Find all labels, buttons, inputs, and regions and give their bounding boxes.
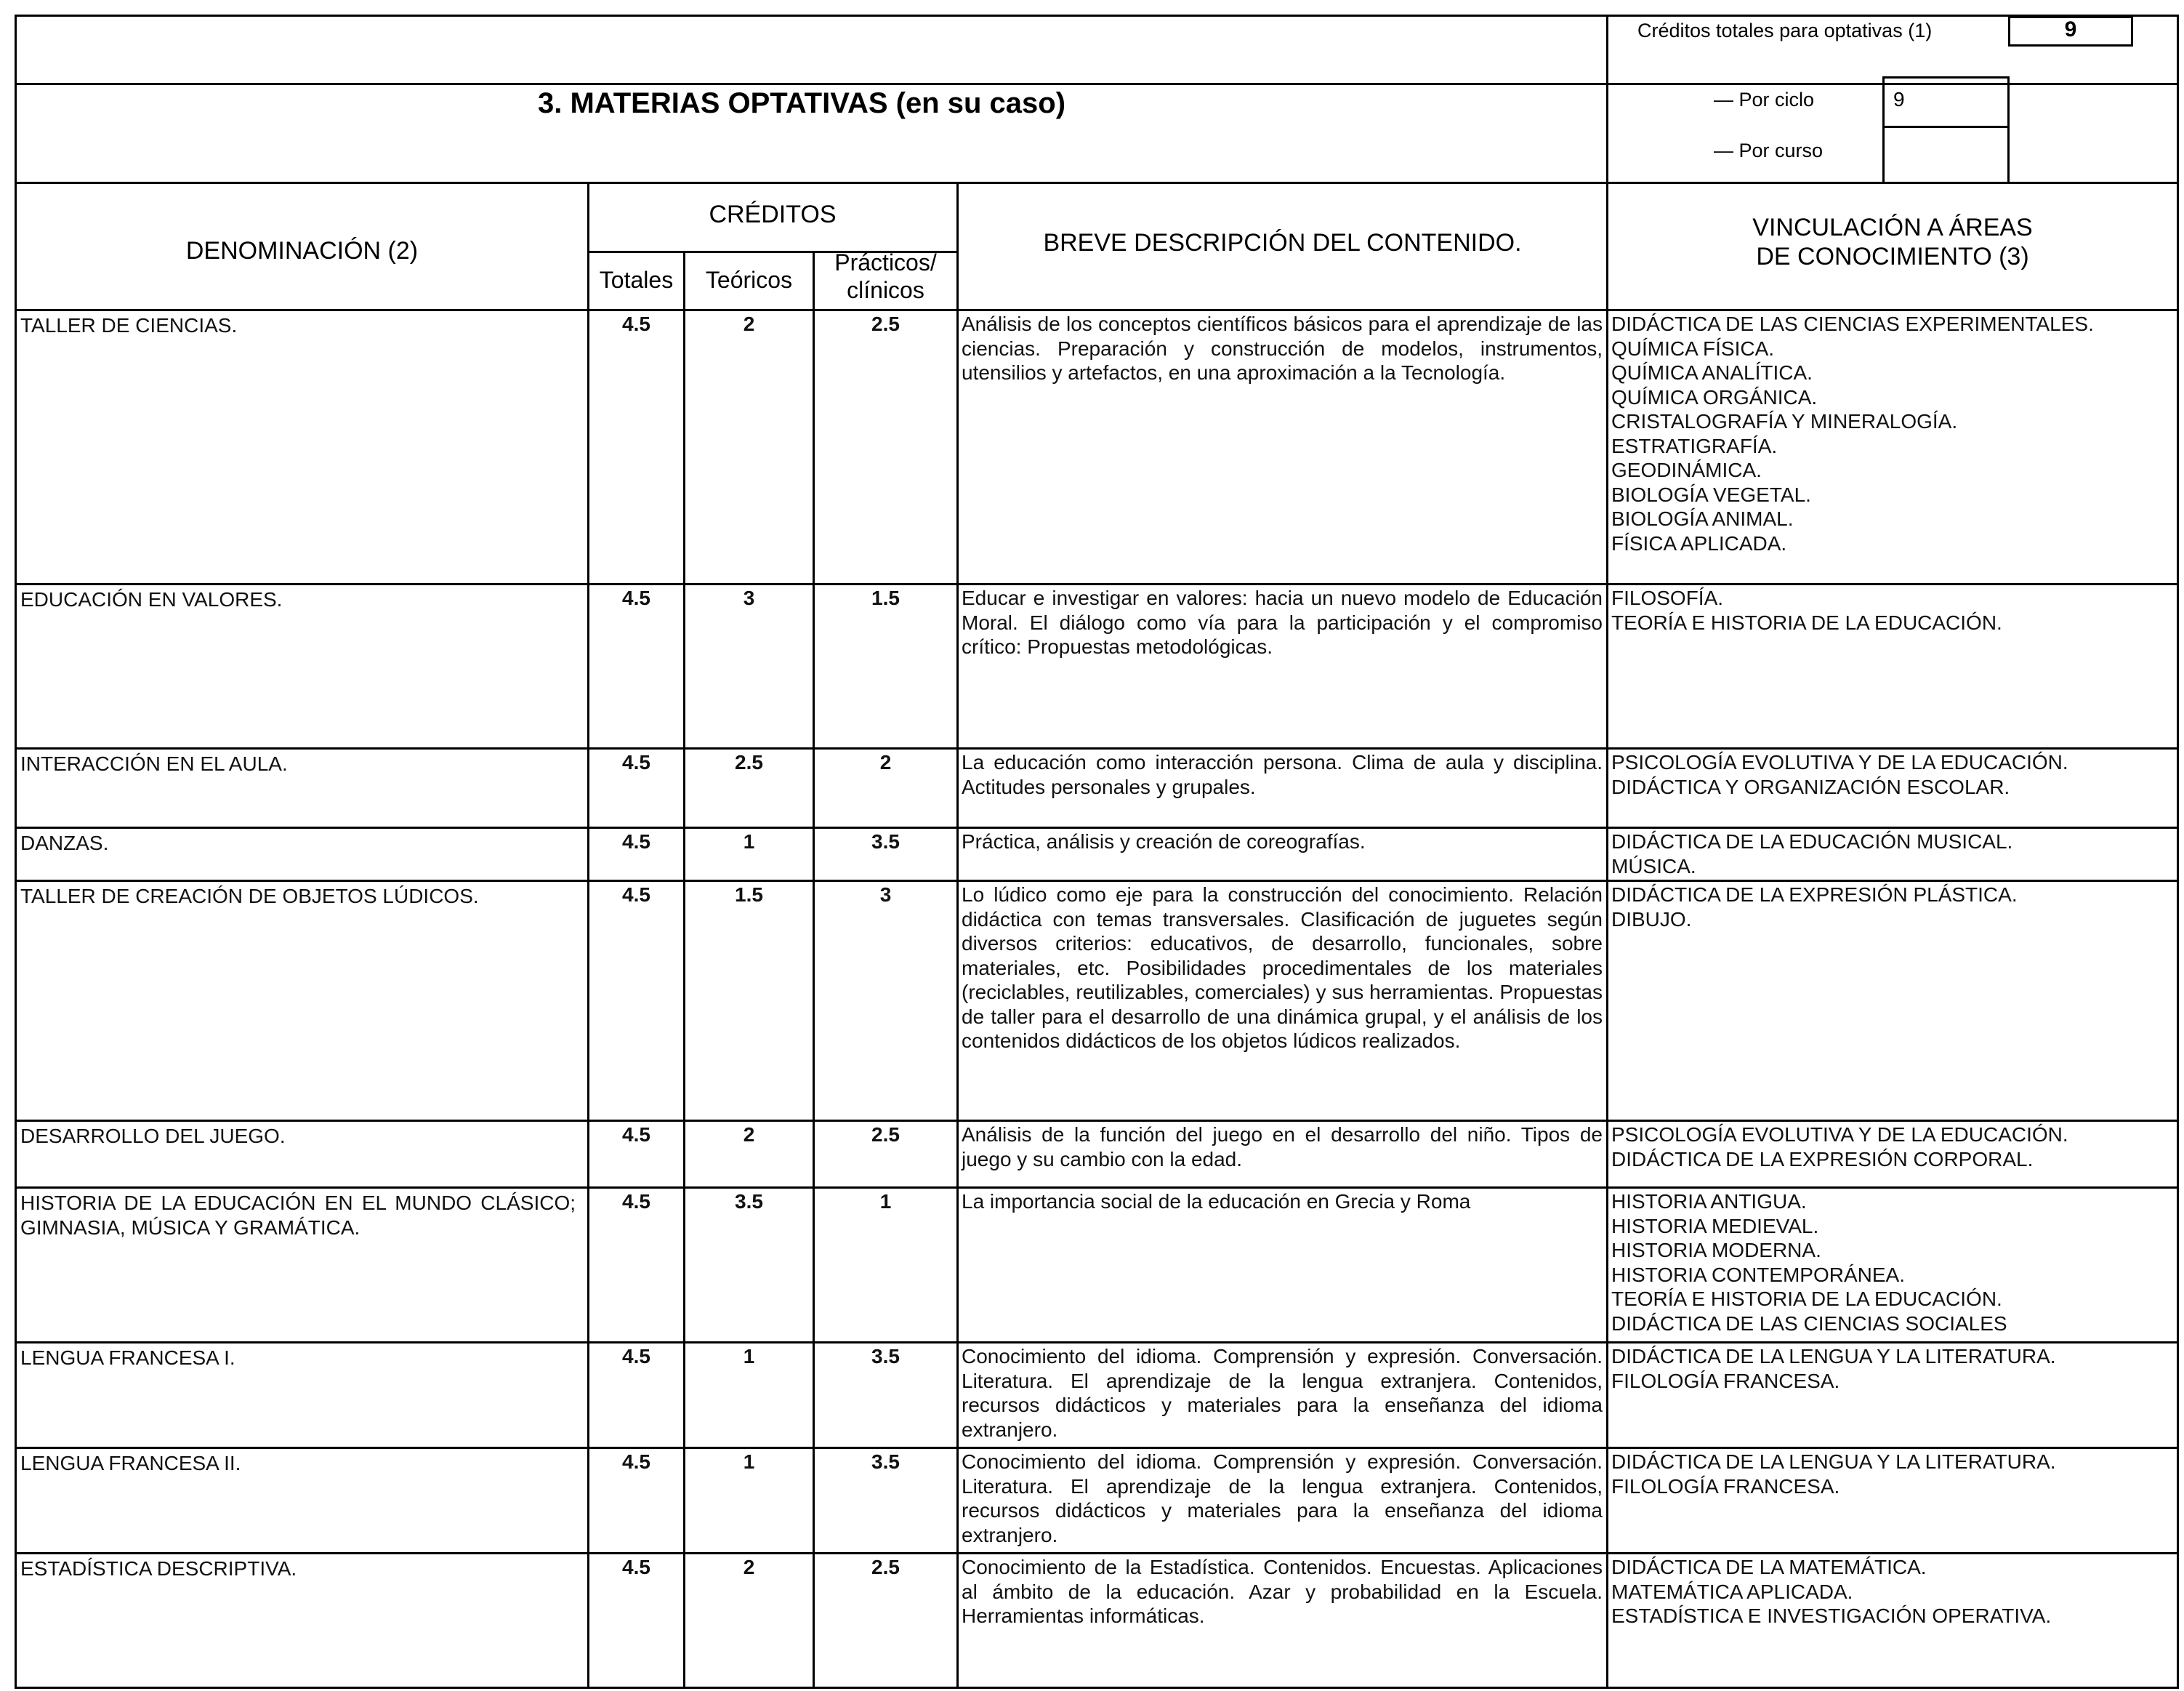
column-line	[956, 309, 959, 585]
area-item: FILOLOGÍA FRANCESA.	[1611, 1369, 1840, 1392]
row-description: Conocimiento de la Estadística. Contenidos. Encuestas. Aplicaciones al ámbito de la educación. Azar y probabilidad en la Escuela. Herramientas informáticas.	[962, 1556, 1603, 1627]
column-line	[1606, 1447, 1608, 1554]
row-totales: 4.5	[622, 313, 650, 335]
row-practicos: 2.5	[871, 313, 900, 335]
column-line	[956, 1341, 959, 1448]
col-header-denominacion: DENOMINACIÓN (2)	[185, 237, 419, 265]
row-teoricos: 1	[743, 830, 755, 853]
row-separator	[15, 747, 2179, 750]
column-line	[956, 827, 959, 881]
row-areas	[1611, 750, 2175, 799]
area-item: PSICOLOGÍA EVOLUTIVA Y DE LA EDUCACIÓN.	[1611, 751, 2068, 774]
row-name: LENGUA FRANCESA I.	[20, 1346, 235, 1369]
col-header-descripcion: BREVE DESCRIPCIÓN DEL CONTENIDO.	[1043, 229, 1522, 257]
row-separator	[15, 827, 2179, 829]
area-item: DIBUJO.	[1611, 907, 1692, 931]
area-item: DIDÁCTICA DE LA MATEMÁTICA.	[1611, 1556, 1927, 1578]
row-teoricos: 1.5	[735, 883, 763, 906]
row-totales: 4.5	[622, 587, 650, 609]
column-line	[813, 880, 815, 1121]
row-totales: 4.5	[622, 1123, 650, 1146]
area-item: ESTADÍSTICA E INVESTIGACIÓN OPERATIVA.	[1611, 1604, 2052, 1627]
row-teoricos: 2	[743, 1123, 755, 1146]
row-teoricos: 1	[743, 1345, 755, 1367]
row-totales: 4.5	[622, 1450, 650, 1473]
col-header-teoricos: Teóricos	[705, 267, 793, 293]
column-line	[956, 747, 959, 828]
column-line	[956, 1552, 959, 1688]
row-name: ESTADÍSTICA DESCRIPTIVA.	[20, 1557, 297, 1580]
row-name: TALLER DE CREACIÓN DE OBJETOS LÚDICOS.	[20, 885, 479, 907]
row-separator	[15, 1120, 2179, 1122]
row-name: HISTORIA DE LA EDUCACIÓN EN EL MUNDO CLÁSICO; GIMNASIA, MÚSICA Y GRAMÁTICA.	[20, 1192, 576, 1239]
row-areas	[1611, 586, 2175, 635]
area-item: DIDÁCTICA DE LAS CIENCIAS SOCIALES	[1611, 1312, 2007, 1335]
row-totales: 4.5	[622, 1556, 650, 1578]
border-right	[2177, 15, 2179, 1687]
area-item: HISTORIA ANTIGUA.	[1611, 1190, 1807, 1213]
credits-total-label: Créditos totales para optativas (1)	[1637, 20, 1933, 41]
row-areas	[1611, 1189, 2175, 1335]
column-line	[1606, 747, 1608, 828]
row-separator	[15, 1552, 2179, 1554]
column-line	[956, 880, 959, 1121]
row-description: Práctica, análisis y creación de coreografías.	[962, 830, 1366, 853]
header-divider-2	[15, 182, 2179, 184]
row-practicos: 1	[879, 1190, 892, 1213]
row-areas	[1611, 1344, 2175, 1393]
column-line	[956, 1120, 959, 1188]
row-practicos: 1.5	[871, 587, 900, 609]
area-item: MÚSICA.	[1611, 854, 1696, 877]
column-line	[1606, 827, 1608, 881]
row-teoricos: 3.5	[735, 1190, 763, 1213]
column-line	[1606, 1341, 1608, 1448]
row-teoricos: 2	[743, 1556, 755, 1578]
cycle-box-right	[2007, 76, 2010, 183]
row-separator	[15, 1447, 2179, 1449]
per-course-label: — Por curso	[1714, 140, 1824, 161]
row-areas	[1611, 1122, 2175, 1171]
border-left	[15, 15, 17, 1687]
row-name: DESARROLLO DEL JUEGO.	[20, 1125, 286, 1147]
column-line	[587, 309, 589, 585]
area-item: BIOLOGÍA ANIMAL.	[1611, 507, 1794, 530]
row-separator	[15, 1341, 2179, 1343]
section-title: 3. MATERIAS OPTATIVAS (en su caso)	[538, 87, 1066, 119]
area-item: HISTORIA MEDIEVAL.	[1611, 1214, 1819, 1237]
row-practicos: 2.5	[871, 1556, 900, 1578]
row-practicos: 3.5	[871, 1345, 900, 1367]
row-areas	[1611, 883, 2175, 931]
row-areas	[1611, 1450, 2175, 1498]
row-description: La importancia social de la educación en Grecia y Roma	[962, 1190, 1471, 1213]
column-line	[1606, 583, 1608, 749]
area-item: DIDÁCTICA DE LA LENGUA Y LA LITERATURA.	[1611, 1450, 2056, 1473]
col-header-totales: Totales	[599, 267, 674, 293]
row-name: EDUCACIÓN EN VALORES.	[20, 588, 283, 611]
area-item: QUÍMICA FÍSICA.	[1611, 337, 1775, 360]
column-line	[956, 583, 959, 749]
col-header-practicos: Prácticos/ clínicos	[834, 249, 937, 303]
row-totales: 4.5	[622, 830, 650, 853]
column-line	[813, 309, 815, 585]
header-divider-3	[15, 309, 2179, 311]
column-line	[1606, 1186, 1608, 1343]
row-name: DANZAS.	[20, 832, 109, 854]
area-item: DIDÁCTICA DE LA EDUCACIÓN MUSICAL.	[1611, 830, 2013, 853]
area-item: PSICOLOGÍA EVOLUTIVA Y DE LA EDUCACIÓN.	[1611, 1123, 2068, 1146]
row-practicos: 3	[879, 883, 892, 906]
area-item: DIDÁCTICA DE LAS CIENCIAS EXPERIMENTALES.	[1611, 313, 2094, 335]
area-item: BIOLOGÍA VEGETAL.	[1611, 483, 1811, 506]
area-item: FILOSOFÍA.	[1611, 587, 1724, 609]
row-description: Conocimiento del idioma. Comprensión y expresión. Conversación. Literatura. El aprendizaje de la lengua extranjera. Contenidos, recursos didácticos y materiales para la enseñanza del idioma extranjero.	[962, 1345, 1603, 1441]
area-item: HISTORIA MODERNA.	[1611, 1239, 1821, 1261]
col-header-vinculacion: VINCULACIÓN A ÁREAS DE CONOCIMIENTO (3)	[1752, 214, 2033, 270]
area-item: HISTORIA CONTEMPORÁNEA.	[1611, 1263, 1905, 1286]
row-description: Análisis de los conceptos científicos básicos para el aprendizaje de las ciencias. Preparación y construcción de modelos, instrumentos, utensilios y artefactos, en una aproximación a la Tecnología.	[962, 313, 1603, 384]
area-item: MATEMÁTICA APLICADA.	[1611, 1580, 1853, 1603]
column-line	[683, 309, 685, 585]
area-item: TEORÍA E HISTORIA DE LA EDUCACIÓN.	[1611, 1288, 2002, 1310]
column-line	[1606, 880, 1608, 1121]
cycle-box-middle	[1882, 126, 2010, 128]
area-item: ESTRATIGRAFÍA.	[1611, 434, 1778, 457]
area-item: FÍSICA APLICADA.	[1611, 531, 1787, 555]
row-areas	[1611, 312, 2175, 555]
column-line	[1606, 1120, 1608, 1188]
row-practicos: 2.5	[871, 1123, 900, 1146]
area-item: DIDÁCTICA DE LA EXPRESIÓN CORPORAL.	[1611, 1147, 2034, 1170]
row-separator	[15, 1687, 2179, 1689]
per-cycle-value: 9	[1893, 88, 1905, 111]
row-description: Análisis de la función del juego en el desarrollo del niño. Tipos de juego y su cambio con la edad.	[962, 1123, 1603, 1170]
area-item: DIDÁCTICA DE LA LENGUA Y LA LITERATURA.	[1611, 1345, 2056, 1367]
area-item: FILOLOGÍA FRANCESA.	[1611, 1474, 1840, 1498]
area-item: QUÍMICA ANALÍTICA.	[1611, 361, 1813, 384]
row-teoricos: 3	[743, 587, 755, 609]
column-line	[1606, 1552, 1608, 1688]
row-totales: 4.5	[622, 751, 650, 774]
row-description: Educar e investigar en valores: hacia un nuevo modelo de Educación Moral. El diálogo como vía para la participación y el compromiso crítico: Propuestas metodológicas.	[962, 587, 1603, 658]
row-name: LENGUA FRANCESA II.	[20, 1452, 241, 1474]
row-areas	[1611, 830, 2175, 878]
column-line	[956, 1186, 959, 1343]
row-description: Conocimiento del idioma. Comprensión y expresión. Conversación. Literatura. El aprendizaje de la lengua extranjera. Contenidos, recursos didácticos y materiales para la enseñanza del idioma extranjero.	[962, 1450, 1603, 1546]
row-description: Lo lúdico como eje para la construcción del conocimiento. Relación didáctica con temas transversales. Clasificación de juguetes según diversos criterios: educativos, de desarrollo, funcionales, sobre materiales, etc. Posibilidades procedimentales de los materiales (reciclables, reutilizables, comerciales) y sus herramientas. Propuestas de taller para el desarrollo de una dinámica grupal, y el análisis de los contenidos didácticos de los objetos lúdicos realizados.	[962, 883, 1603, 1052]
row-practicos: 2	[879, 751, 892, 774]
border-top	[15, 15, 2179, 17]
column-line	[587, 880, 589, 1121]
header-divider-1	[15, 83, 2179, 85]
row-name: TALLER DE CIENCIAS.	[20, 314, 238, 337]
per-cycle-label: — Por ciclo	[1714, 89, 1815, 111]
row-practicos: 3.5	[871, 1450, 900, 1473]
col-header-creditos: CRÉDITOS	[709, 201, 837, 228]
row-areas	[1611, 1555, 2175, 1628]
row-practicos: 3.5	[871, 830, 900, 853]
row-description: La educación como interacción persona. Clima de aula y disciplina. Actitudes personales y grupales.	[962, 751, 1603, 798]
column-line	[683, 880, 685, 1121]
row-name: INTERACCIÓN EN EL AULA.	[20, 752, 288, 775]
row-teoricos: 2	[743, 313, 755, 335]
column-line	[1606, 309, 1608, 585]
row-separator	[15, 880, 2179, 882]
area-item: TEORÍA E HISTORIA DE LA EDUCACIÓN.	[1611, 611, 2002, 634]
row-totales: 4.5	[622, 1190, 650, 1213]
cycle-box-top	[1882, 76, 2010, 79]
cycle-box-left	[1882, 76, 1885, 183]
header-vertical-divider	[1606, 15, 1608, 183]
row-teoricos: 1	[743, 1450, 755, 1473]
row-teoricos: 2.5	[735, 751, 763, 774]
column-line	[956, 1447, 959, 1554]
row-totales: 4.5	[622, 1345, 650, 1367]
area-item: GEODINÁMICA.	[1611, 459, 1762, 481]
area-item: CRISTALOGRAFÍA Y MINERALOGÍA.	[1611, 410, 1958, 433]
row-totales: 4.5	[622, 883, 650, 906]
row-separator	[15, 1186, 2179, 1189]
credits-total-value: 9	[2064, 17, 2077, 41]
row-separator	[15, 583, 2179, 585]
area-item: QUÍMICA ORGÁNICA.	[1611, 385, 1818, 409]
area-item: DIDÁCTICA DE LA EXPRESIÓN PLÁSTICA.	[1611, 883, 2018, 906]
area-item: DIDÁCTICA Y ORGANIZACIÓN ESCOLAR.	[1611, 775, 2010, 798]
